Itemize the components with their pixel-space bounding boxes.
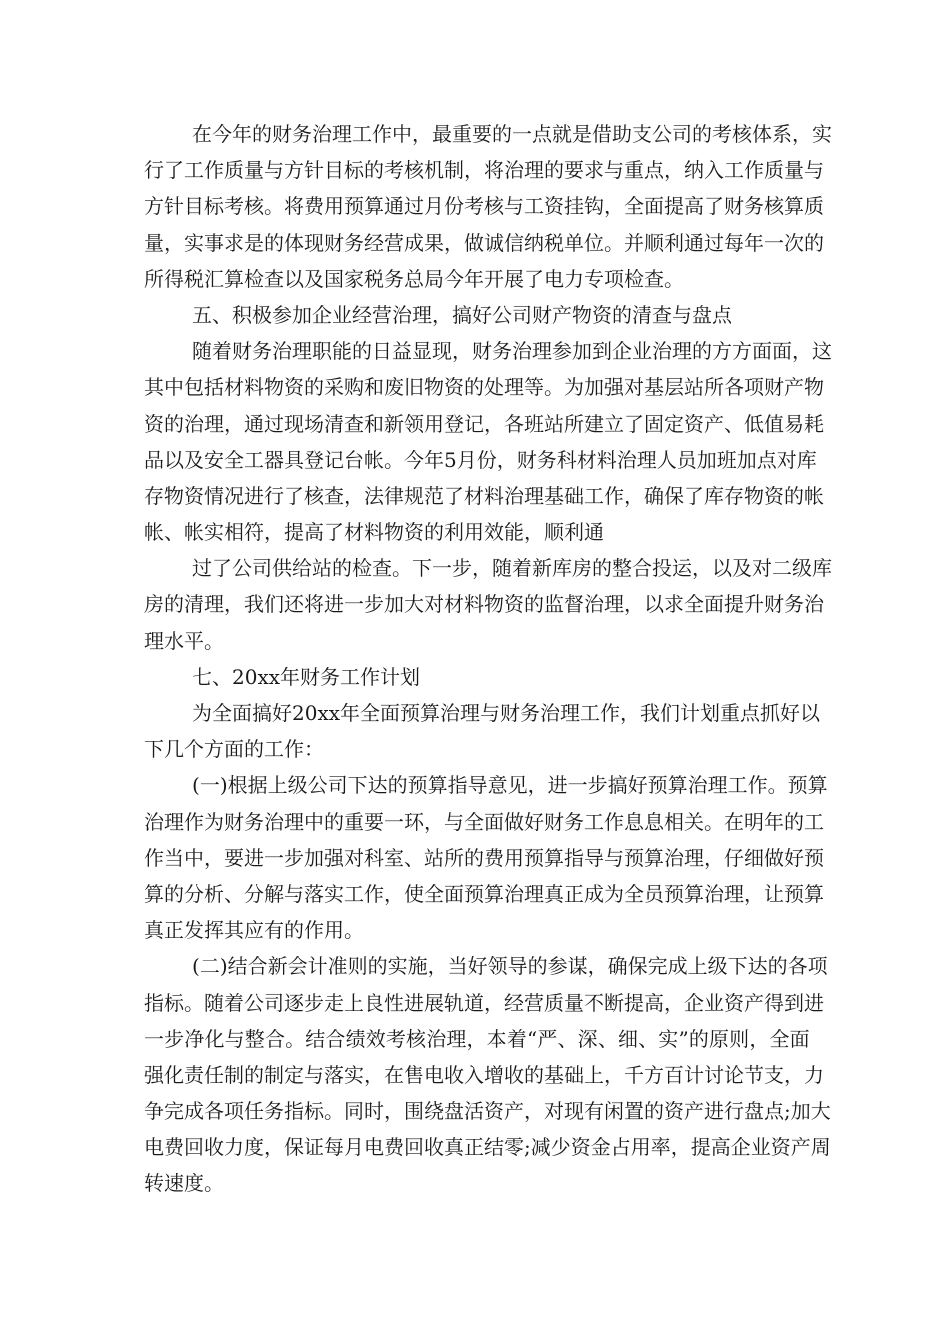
text-line: 所得税汇算检查以及国家税务总局今年开展了电力专项检查。 [144,266,684,291]
text-line: 房 的 清 理 ， 我 们 还 将 进 一 步 加 大 对 材 料 物 资 的 监 督 治 理 ， 以 求 全 面 提 升 财 务 治 [144,592,824,617]
text-line: 资 的 治 理 ， 通 过 现 场 清 查 和 新 领 用 登 记 ， 各 班 站 所 建 立 了 固 定 资 产 、 低 值 易 耗 [144,411,824,436]
text-line: 争 完 成 各 项 任 务 指 标 。 同 时 ， 围 绕 盘 活 资 产 ， 对 现 有 闲 置 的 资 产 进 行 盘 点 ; 加 大 [144,1099,831,1124]
text-line: 真正发挥其应有的作用。 [144,918,364,943]
text-line: 算 的 分 析 、 分 解 与 落 实 工 作 ， 使 全 面 预 算 治 理 真 正 成 为 全 员 预 算 治 理 ， 让 预 算 [144,881,824,906]
text-line: 电 费 回 收 力 度 ， 保 证 每 月 电 费 回 收 真 正 结 零 ; 减 少 资 金 占 用 率 ， 提 高 企 业 资 产 周 [144,1135,831,1160]
text-line: 其 中 包 括 材 料 物 资 的 采 购 和 废 旧 物 资 的 处 理 等 。 为 加 强 对 基 层 站 所 各 项 财 产 物 [144,375,824,400]
text-line: 在 今 年 的 财 务 治 理 工 作 中 ， 最 重 要 的 一 点 就 是 借 助 支 公 司 的 考 核 体 系 ， 实 [192,122,832,146]
text-line: 量 ， 实 事 求 是 的 体 现 财 务 经 营 成 果 ， 做 诚 信 纳 税 单 位 。 并 顺 利 通 过 每 年 一 次 的 [144,230,824,255]
text-line: 转速度。 [144,1171,224,1196]
text-line: 过 了 公 司 供 给 站 的 检 查 。 下 一 步 ， 随 着 新 库 房 的 整 合 投 运 ， 以 及 对 二 级 库 [192,556,832,581]
text-line: 品 以 及 安 全 工 器 具 登 记 台 帐 。 今 年 5 月 份 ， 财 务 科 材 料 治 理 人 员 加 班 加 点 对 库 [144,447,817,472]
text-line: ( 二 ) 结 合 新 会 计 准 则 的 实 施 ， 当 好 领 导 的 参 谋 ， 确 保 完 成 上 级 下 达 的 各 项 [192,954,828,979]
text-line: 五、积极参加企业经营治理，搞好公司财产物资的清查与盘点 [192,302,732,327]
text-line: 强 化 责 任 制 的 制 定 与 落 实 ， 在 售 电 收 入 增 收 的 基 础 上 ， 千 方 百 计 讨 论 节 支 ， 力 [144,1062,824,1087]
text-line: 随 着 财 务 治 理 职 能 的 日 益 显 现 ， 财 务 治 理 参 加 到 企 业 治 理 的 方 方 面 面 ， 这 [192,339,832,364]
text-line: 理水平。 [144,628,224,653]
document-body [144,116,832,1202]
text-line: 帐、帐实相符，提高了材料物资的利用效能，顺利通 [144,520,604,545]
text-line: 下几个方面的工作： [144,737,324,762]
text-line: 指 标 。 随 着 公 司 逐 步 走 上 良 性 进 展 轨 道 ， 经 营 质 量 不 断 提 高 ， 企 业 资 产 得 到 进 [144,990,824,1015]
text-line: 为 全 面 搞 好 2 0 x x 年 全 面 预 算 治 理 与 财 务 治 理 工 作 ， 我 们 计 划 重 点 抓 好 以 [192,701,821,725]
text-line: 七、20xx年财务工作计划 [192,664,421,689]
text-line: 治 理 作 为 财 务 治 理 中 的 重 要 一 环 ， 与 全 面 做 好 财 务 工 作 息 息 相 关 。 在 明 年 的 工 [144,809,824,834]
text-line: 作 当 中 ， 要 进 一 步 加 强 对 科 室 、 站 所 的 费 用 预 算 指 导 与 预 算 治 理 ， 仔 细 做 好 预 [144,845,824,870]
text-line: 行 了 工 作 质 量 与 方 针 目 标 的 考 核 机 制 ， 将 治 理 的 要 求 与 重 点 ， 纳 入 工 作 质 量 与 [144,158,824,183]
text-line: ( 一 ) 根 据 上 级 公 司 下 达 的 预 算 指 导 意 见 ， 进 一 步 搞 好 预 算 治 理 工 作 。 预 算 [192,773,828,798]
text-line: 一 步 净 化 与 整 合 。 结 合 绩 效 考 核 治 理 ， 本 着 “ 严 、 深 、 细 、 实 ” 的 原 则 ， 全 面 [144,1026,810,1051]
text-line: 方 针 目 标 考 核 。 将 费 用 预 算 通 过 月 份 考 核 与 工 资 挂 钩 ， 全 面 提 高 了 财 务 核 算 质 [144,194,824,219]
text-line: 存 物 资 情 况 进 行 了 核 查 ， 法 律 规 范 了 材 料 治 理 基 础 工 作 ， 确 保 了 库 存 物 资 的 帐 [144,483,824,508]
